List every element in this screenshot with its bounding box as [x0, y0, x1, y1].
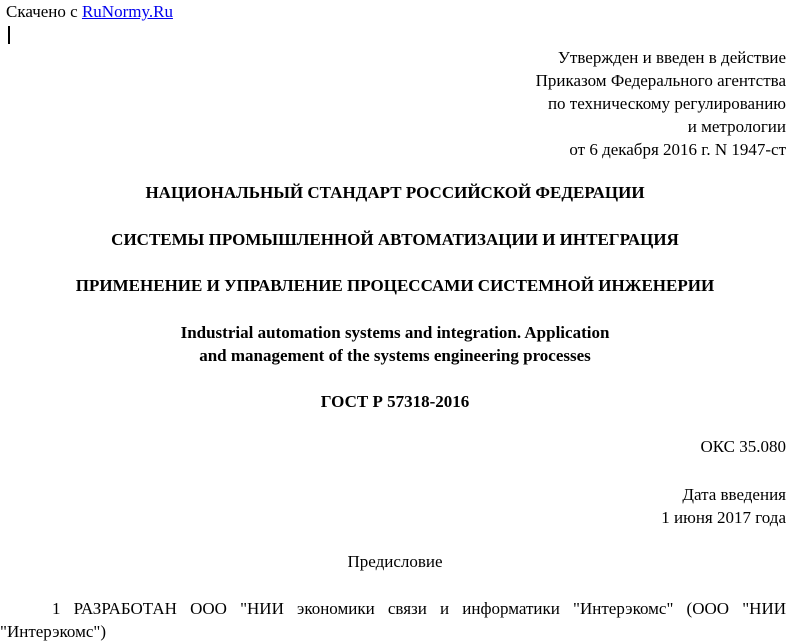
preface-item-1: 1 РАЗРАБОТАН ООО "НИИ экономики связи и информатики "Интерэкомс" (ООО "НИИ "Интерэкомс") [0, 599, 786, 641]
title-en-line-1: Industrial automation systems and integration. Application [180, 323, 610, 342]
text-cursor [8, 26, 10, 44]
download-note-prefix: Скачено с [6, 2, 82, 21]
approval-line-5: от 6 декабря 2016 г. N 1947-ст [569, 140, 786, 159]
title-ru-line-1: СИСТЕМЫ ПРОМЫШЛЕННОЙ АВТОМАТИЗАЦИИ И ИНТЕГРАЦИЯ [111, 230, 679, 249]
gost-number: ГОСТ Р 57318-2016 [320, 392, 470, 411]
approval-line-4: и метрологии [687, 117, 786, 136]
approval-line-3: по техническому регулированию [547, 94, 786, 113]
title-en [0, 321, 790, 367]
intro-date-label: Дата введения [682, 485, 786, 504]
download-source-note [6, 2, 173, 22]
title-en-line-2: and management of the systems engineering processes [199, 346, 591, 365]
approval-line-1: Утвержден и введен в действие [557, 48, 786, 67]
runormy-link[interactable]: RuNormy.Ru [81, 2, 173, 21]
title-ru-line-2: ПРИМЕНЕНИЕ И УПРАВЛЕНИЕ ПРОЦЕССАМИ СИСТЕМНОЙ ИНЖЕНЕРИИ [75, 276, 715, 295]
standard-type-heading: НАЦИОНАЛЬНЫЙ СТАНДАРТ РОССИЙСКОЙ ФЕДЕРАЦИИ [145, 183, 645, 202]
intro-date-block [661, 483, 786, 529]
approval-block [386, 46, 786, 161]
preface-title: Предисловие [347, 552, 443, 571]
oks-code: ОКС 35.080 [700, 437, 786, 456]
intro-date-value: 1 июня 2017 года [661, 508, 786, 527]
approval-line-2: Приказом Федерального агентства [535, 71, 786, 90]
